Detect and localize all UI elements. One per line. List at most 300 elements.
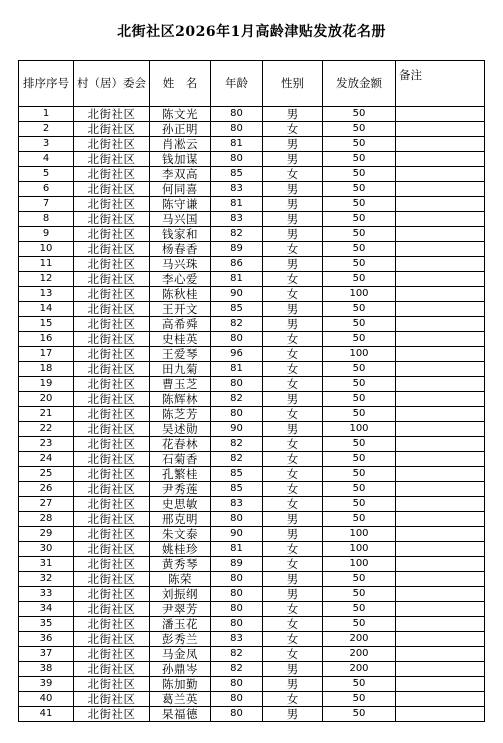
- cell-gender: 男: [263, 257, 323, 272]
- cell-community: 北街社区: [74, 482, 150, 497]
- cell-age: 86: [211, 257, 263, 272]
- table-row: [19, 707, 485, 722]
- cell-gender: 女: [263, 122, 323, 137]
- cell-gender: 男: [263, 212, 323, 227]
- cell-notes: [396, 617, 485, 632]
- cell-amount: 50: [323, 227, 396, 242]
- header-notes: 备注: [396, 61, 485, 107]
- cell-age: 89: [211, 242, 263, 257]
- table-row: [19, 197, 485, 212]
- cell-gender: 女: [263, 272, 323, 287]
- cell-name: 何同喜: [150, 182, 211, 197]
- cell-community: 北街社区: [74, 617, 150, 632]
- table-row: [19, 302, 485, 317]
- cell-name: 李心爱: [150, 272, 211, 287]
- cell-gender: 女: [263, 437, 323, 452]
- cell-name: 邢克明: [150, 512, 211, 527]
- header-gender: 性别: [263, 61, 323, 107]
- cell-community: 北街社区: [74, 137, 150, 152]
- header-community: 村（居）委会: [74, 61, 150, 107]
- cell-community: 北街社区: [74, 587, 150, 602]
- cell-gender: 男: [263, 227, 323, 242]
- table-row: [19, 392, 485, 407]
- cell-amount: 50: [323, 392, 396, 407]
- cell-community: 北街社区: [74, 512, 150, 527]
- header-serial-no: 排序序号: [19, 61, 74, 107]
- cell-amount: 50: [323, 482, 396, 497]
- cell-community: 北街社区: [74, 377, 150, 392]
- cell-amount: 50: [323, 572, 396, 587]
- cell-amount: 50: [323, 317, 396, 332]
- cell-community: 北街社区: [74, 197, 150, 212]
- cell-name: 马金凤: [150, 647, 211, 662]
- cell-name: 陈芝芳: [150, 407, 211, 422]
- cell-serial-no: 39: [19, 677, 74, 692]
- cell-serial-no: 7: [19, 197, 74, 212]
- cell-amount: 100: [323, 542, 396, 557]
- cell-serial-no: 15: [19, 317, 74, 332]
- cell-gender: 女: [263, 287, 323, 302]
- table-row: [19, 467, 485, 482]
- cell-name: 田九菊: [150, 362, 211, 377]
- cell-gender: 男: [263, 392, 323, 407]
- cell-serial-no: 20: [19, 392, 74, 407]
- cell-serial-no: 11: [19, 257, 74, 272]
- cell-amount: 50: [323, 677, 396, 692]
- cell-amount: 50: [323, 167, 396, 182]
- cell-notes: [396, 467, 485, 482]
- cell-gender: 男: [263, 317, 323, 332]
- cell-gender: 男: [263, 152, 323, 167]
- cell-community: 北街社区: [74, 407, 150, 422]
- cell-name: 钱加谋: [150, 152, 211, 167]
- cell-notes: [396, 362, 485, 377]
- cell-serial-no: 28: [19, 512, 74, 527]
- cell-age: 82: [211, 392, 263, 407]
- cell-notes: [396, 197, 485, 212]
- table-row: [19, 182, 485, 197]
- table-row: [19, 317, 485, 332]
- cell-name: 王爱琴: [150, 347, 211, 362]
- cell-age: 80: [211, 332, 263, 347]
- cell-serial-no: 23: [19, 437, 74, 452]
- cell-name: 杨春香: [150, 242, 211, 257]
- cell-age: 83: [211, 182, 263, 197]
- cell-amount: 50: [323, 302, 396, 317]
- cell-amount: 50: [323, 272, 396, 287]
- cell-gender: 女: [263, 362, 323, 377]
- cell-notes: [396, 572, 485, 587]
- cell-age: 80: [211, 692, 263, 707]
- table-row: [19, 407, 485, 422]
- cell-serial-no: 5: [19, 167, 74, 182]
- cell-community: 北街社区: [74, 212, 150, 227]
- cell-gender: 女: [263, 557, 323, 572]
- cell-serial-no: 1: [19, 107, 74, 122]
- table-row: [19, 227, 485, 242]
- cell-gender: 女: [263, 482, 323, 497]
- cell-notes: [396, 602, 485, 617]
- cell-name: 潘玉花: [150, 617, 211, 632]
- cell-age: 81: [211, 137, 263, 152]
- cell-gender: 男: [263, 137, 323, 152]
- header-amount: 发放金额: [323, 61, 396, 107]
- cell-name: 高希舜: [150, 317, 211, 332]
- table-row: [19, 152, 485, 167]
- cell-name: 吴述勋: [150, 422, 211, 437]
- cell-serial-no: 41: [19, 707, 74, 722]
- cell-amount: 50: [323, 617, 396, 632]
- cell-gender: 男: [263, 182, 323, 197]
- table-row: [19, 287, 485, 302]
- cell-gender: 女: [263, 542, 323, 557]
- cell-gender: 男: [263, 572, 323, 587]
- cell-age: 85: [211, 302, 263, 317]
- cell-notes: [396, 182, 485, 197]
- cell-community: 北街社区: [74, 452, 150, 467]
- cell-name: 马兴国: [150, 212, 211, 227]
- cell-gender: 男: [263, 197, 323, 212]
- cell-age: 90: [211, 422, 263, 437]
- cell-community: 北街社区: [74, 632, 150, 647]
- cell-amount: 50: [323, 407, 396, 422]
- cell-name: 陈辉林: [150, 392, 211, 407]
- table-row: [19, 497, 485, 512]
- cell-notes: [396, 302, 485, 317]
- cell-gender: 女: [263, 632, 323, 647]
- cell-name: 尹翠芳: [150, 602, 211, 617]
- cell-notes: [396, 662, 485, 677]
- cell-age: 80: [211, 107, 263, 122]
- cell-age: 85: [211, 467, 263, 482]
- cell-age: 81: [211, 272, 263, 287]
- cell-gender: 男: [263, 587, 323, 602]
- table-row: [19, 452, 485, 467]
- cell-serial-no: 18: [19, 362, 74, 377]
- cell-name: 陈秋桂: [150, 287, 211, 302]
- cell-serial-no: 3: [19, 137, 74, 152]
- cell-serial-no: 32: [19, 572, 74, 587]
- cell-serial-no: 12: [19, 272, 74, 287]
- cell-serial-no: 37: [19, 647, 74, 662]
- cell-serial-no: 24: [19, 452, 74, 467]
- cell-name: 花春林: [150, 437, 211, 452]
- cell-community: 北街社区: [74, 497, 150, 512]
- cell-serial-no: 40: [19, 692, 74, 707]
- cell-gender: 女: [263, 452, 323, 467]
- cell-community: 北街社区: [74, 167, 150, 182]
- table-row: [19, 557, 485, 572]
- cell-notes: [396, 422, 485, 437]
- cell-serial-no: 19: [19, 377, 74, 392]
- table-row: [19, 212, 485, 227]
- cell-community: 北街社区: [74, 152, 150, 167]
- cell-amount: 100: [323, 347, 396, 362]
- cell-serial-no: 38: [19, 662, 74, 677]
- cell-serial-no: 36: [19, 632, 74, 647]
- cell-amount: 100: [323, 287, 396, 302]
- cell-community: 北街社区: [74, 227, 150, 242]
- cell-community: 北街社区: [74, 527, 150, 542]
- cell-name: 钱家和: [150, 227, 211, 242]
- cell-gender: 女: [263, 497, 323, 512]
- subsidy-roster-table: [18, 60, 485, 722]
- cell-amount: 50: [323, 197, 396, 212]
- cell-gender: 女: [263, 347, 323, 362]
- cell-notes: [396, 542, 485, 557]
- cell-community: 北街社区: [74, 257, 150, 272]
- cell-notes: [396, 482, 485, 497]
- cell-community: 北街社区: [74, 107, 150, 122]
- cell-gender: 男: [263, 707, 323, 722]
- cell-gender: 男: [263, 527, 323, 542]
- cell-age: 82: [211, 227, 263, 242]
- cell-age: 80: [211, 377, 263, 392]
- cell-notes: [396, 632, 485, 647]
- cell-notes: [396, 152, 485, 167]
- cell-name: 陈文光: [150, 107, 211, 122]
- cell-amount: 50: [323, 137, 396, 152]
- cell-amount: 200: [323, 662, 396, 677]
- cell-serial-no: 29: [19, 527, 74, 542]
- cell-serial-no: 26: [19, 482, 74, 497]
- cell-community: 北街社区: [74, 437, 150, 452]
- table-row: [19, 332, 485, 347]
- cell-community: 北街社区: [74, 332, 150, 347]
- cell-serial-no: 22: [19, 422, 74, 437]
- table-row: [19, 137, 485, 152]
- table-row: [19, 632, 485, 647]
- cell-community: 北街社区: [74, 302, 150, 317]
- cell-age: 80: [211, 617, 263, 632]
- table-row: [19, 362, 485, 377]
- table-row: [19, 692, 485, 707]
- cell-name: 石菊香: [150, 452, 211, 467]
- table-row: [19, 257, 485, 272]
- table-row: [19, 347, 485, 362]
- cell-name: 马兴珠: [150, 257, 211, 272]
- cell-age: 80: [211, 122, 263, 137]
- cell-community: 北街社区: [74, 572, 150, 587]
- table-row: [19, 512, 485, 527]
- cell-amount: 50: [323, 437, 396, 452]
- cell-notes: [396, 407, 485, 422]
- cell-amount: 50: [323, 242, 396, 257]
- cell-community: 北街社区: [74, 122, 150, 137]
- cell-serial-no: 4: [19, 152, 74, 167]
- cell-notes: [396, 647, 485, 662]
- cell-community: 北街社区: [74, 287, 150, 302]
- cell-amount: 100: [323, 527, 396, 542]
- cell-name: 刘振纲: [150, 587, 211, 602]
- cell-notes: [396, 212, 485, 227]
- cell-serial-no: 35: [19, 617, 74, 632]
- cell-amount: 200: [323, 632, 396, 647]
- cell-notes: [396, 452, 485, 467]
- header-name: 姓 名: [150, 61, 211, 107]
- table-row: [19, 602, 485, 617]
- cell-serial-no: 33: [19, 587, 74, 602]
- cell-notes: [396, 437, 485, 452]
- cell-name: 曹玉芝: [150, 377, 211, 392]
- cell-gender: 女: [263, 242, 323, 257]
- cell-age: 80: [211, 707, 263, 722]
- cell-notes: [396, 137, 485, 152]
- table-row: [19, 647, 485, 662]
- cell-community: 北街社区: [74, 677, 150, 692]
- cell-notes: [396, 587, 485, 602]
- cell-amount: 50: [323, 182, 396, 197]
- cell-gender: 女: [263, 467, 323, 482]
- cell-community: 北街社区: [74, 362, 150, 377]
- cell-name: 李双高: [150, 167, 211, 182]
- cell-gender: 女: [263, 602, 323, 617]
- table-row: [19, 122, 485, 137]
- cell-gender: 男: [263, 302, 323, 317]
- cell-name: 黄秀琴: [150, 557, 211, 572]
- cell-community: 北街社区: [74, 242, 150, 257]
- cell-serial-no: 34: [19, 602, 74, 617]
- cell-notes: [396, 227, 485, 242]
- cell-notes: [396, 167, 485, 182]
- cell-amount: 50: [323, 692, 396, 707]
- cell-community: 北街社区: [74, 347, 150, 362]
- cell-notes: [396, 707, 485, 722]
- cell-community: 北街社区: [74, 647, 150, 662]
- cell-notes: [396, 392, 485, 407]
- table-row: [19, 662, 485, 677]
- cell-name: 孙正明: [150, 122, 211, 137]
- cell-notes: [396, 692, 485, 707]
- cell-community: 北街社区: [74, 692, 150, 707]
- cell-name: 史桂英: [150, 332, 211, 347]
- cell-name: 陈加勤: [150, 677, 211, 692]
- cell-notes: [396, 332, 485, 347]
- cell-age: 83: [211, 497, 263, 512]
- cell-serial-no: 10: [19, 242, 74, 257]
- cell-age: 81: [211, 197, 263, 212]
- header-age: 年龄: [211, 61, 263, 107]
- cell-age: 82: [211, 452, 263, 467]
- cell-amount: 100: [323, 557, 396, 572]
- cell-community: 北街社区: [74, 662, 150, 677]
- cell-name: 孔繁桂: [150, 467, 211, 482]
- cell-gender: 男: [263, 422, 323, 437]
- cell-notes: [396, 107, 485, 122]
- cell-name: 彭秀兰: [150, 632, 211, 647]
- cell-community: 北街社区: [74, 317, 150, 332]
- cell-serial-no: 30: [19, 542, 74, 557]
- cell-amount: 50: [323, 257, 396, 272]
- table-row: [19, 482, 485, 497]
- table-row: [19, 437, 485, 452]
- cell-name: 史思敏: [150, 497, 211, 512]
- table-row: [19, 167, 485, 182]
- cell-notes: [396, 347, 485, 362]
- cell-age: 80: [211, 677, 263, 692]
- cell-amount: 50: [323, 497, 396, 512]
- cell-name: 杲福德: [150, 707, 211, 722]
- cell-gender: 女: [263, 617, 323, 632]
- cell-age: 89: [211, 557, 263, 572]
- cell-serial-no: 21: [19, 407, 74, 422]
- cell-notes: [396, 557, 485, 572]
- cell-gender: 男: [263, 107, 323, 122]
- cell-gender: 女: [263, 647, 323, 662]
- cell-serial-no: 31: [19, 557, 74, 572]
- cell-serial-no: 14: [19, 302, 74, 317]
- cell-amount: 200: [323, 647, 396, 662]
- cell-age: 82: [211, 437, 263, 452]
- cell-amount: 50: [323, 377, 396, 392]
- cell-community: 北街社区: [74, 182, 150, 197]
- cell-name: 孙鼎岑: [150, 662, 211, 677]
- cell-amount: 50: [323, 107, 396, 122]
- table-row: [19, 677, 485, 692]
- cell-gender: 男: [263, 677, 323, 692]
- roster-body: [19, 107, 485, 722]
- cell-age: 82: [211, 647, 263, 662]
- cell-name: 朱文泰: [150, 527, 211, 542]
- cell-community: 北街社区: [74, 422, 150, 437]
- table-row: [19, 422, 485, 437]
- cell-community: 北街社区: [74, 602, 150, 617]
- table-row: [19, 272, 485, 287]
- cell-age: 80: [211, 572, 263, 587]
- cell-notes: [396, 527, 485, 542]
- cell-name: 姚桂珍: [150, 542, 211, 557]
- cell-serial-no: 13: [19, 287, 74, 302]
- cell-serial-no: 8: [19, 212, 74, 227]
- cell-age: 83: [211, 632, 263, 647]
- cell-age: 80: [211, 152, 263, 167]
- cell-serial-no: 2: [19, 122, 74, 137]
- cell-amount: 50: [323, 602, 396, 617]
- cell-name: 尹秀莲: [150, 482, 211, 497]
- cell-amount: 50: [323, 152, 396, 167]
- cell-age: 80: [211, 587, 263, 602]
- cell-age: 90: [211, 287, 263, 302]
- cell-notes: [396, 287, 485, 302]
- cell-gender: 女: [263, 332, 323, 347]
- cell-serial-no: 27: [19, 497, 74, 512]
- cell-amount: 50: [323, 452, 396, 467]
- cell-notes: [396, 242, 485, 257]
- cell-age: 80: [211, 407, 263, 422]
- table-row: [19, 617, 485, 632]
- cell-notes: [396, 377, 485, 392]
- cell-age: 82: [211, 317, 263, 332]
- cell-community: 北街社区: [74, 467, 150, 482]
- cell-notes: [396, 512, 485, 527]
- table-row: [19, 107, 485, 122]
- cell-age: 83: [211, 212, 263, 227]
- cell-name: 陈荣: [150, 572, 211, 587]
- cell-name: 陈守谦: [150, 197, 211, 212]
- cell-notes: [396, 122, 485, 137]
- cell-amount: 50: [323, 362, 396, 377]
- table-row: [19, 527, 485, 542]
- cell-gender: 男: [263, 512, 323, 527]
- cell-notes: [396, 272, 485, 287]
- cell-serial-no: 25: [19, 467, 74, 482]
- cell-gender: 男: [263, 662, 323, 677]
- cell-amount: 50: [323, 587, 396, 602]
- cell-age: 90: [211, 527, 263, 542]
- cell-age: 96: [211, 347, 263, 362]
- cell-serial-no: 17: [19, 347, 74, 362]
- cell-age: 81: [211, 362, 263, 377]
